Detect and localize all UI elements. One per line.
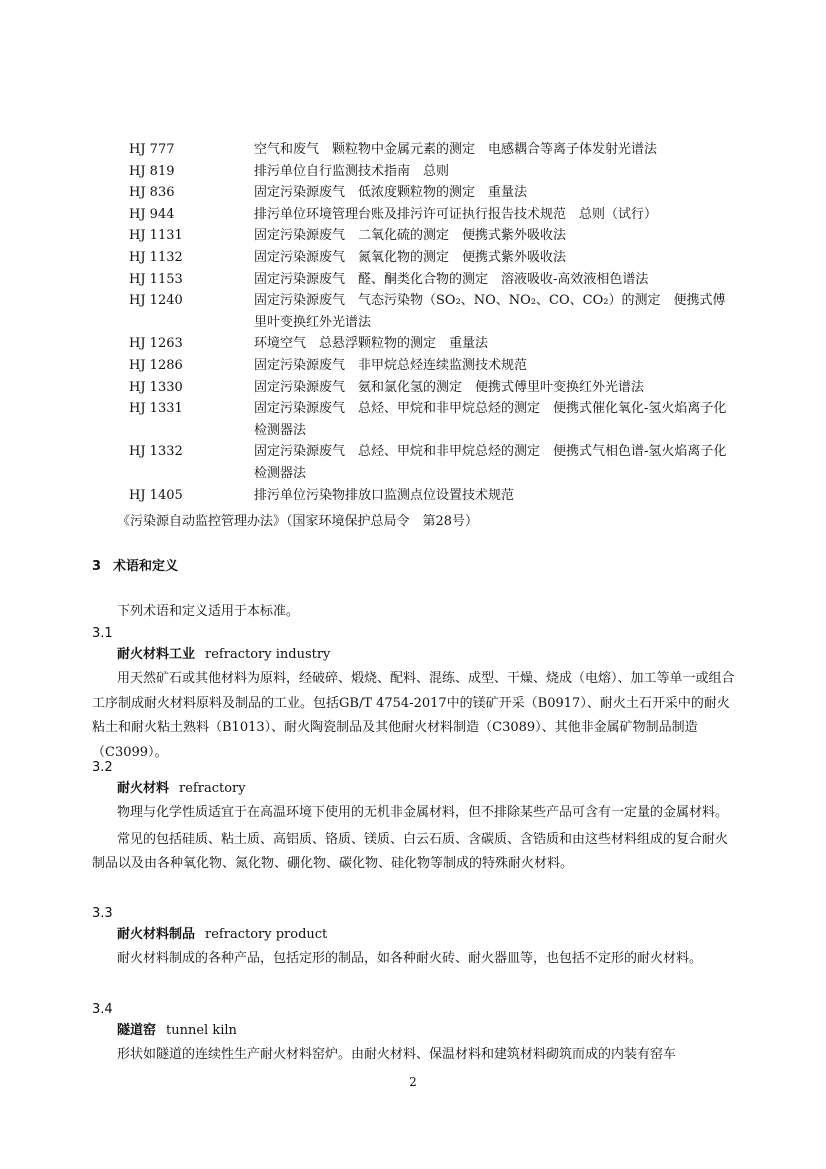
reference-title: 固定污染源废气 氮氧化物的测定 便携式紫外吸收法 <box>254 249 567 265</box>
reference-row <box>0 204 826 226</box>
reference-title: 空气和废气 颗粒物中金属元素的测定 电感耦合等离子体发射光谱法 <box>254 142 658 157</box>
term-definition: 耐火材料制成的各种产品，包括定形的制品，如各种耐火砖、耐火器皿等，也包括不定形的耐火材料。 <box>117 951 703 966</box>
reference-row <box>0 182 826 204</box>
reference-title: 固定污染源废气 低浓度颗粒物的测定 重量法 <box>254 185 528 201</box>
reference-row <box>0 225 826 247</box>
term-definition: 形状如隧道的连续性生产耐火材料窑炉。由耐火材料、保温材料和建筑材料砌筑而成的内装有窑车 <box>117 1047 677 1062</box>
regulation-reference: 《污染源自动监控管理办法》（国家环境保护总局令 第28号） <box>117 514 479 529</box>
term-entry <box>92 904 740 972</box>
reference-title: 固定污染源废气 气态污染物（SO₂、NO、NO₂、CO、CO₂）的测定 便携式傅里叶变换红外光谱法 <box>254 293 726 330</box>
term-english: refractory product <box>205 927 328 942</box>
reference-code: HJ 1240 <box>129 293 183 309</box>
reference-title: 排污单位污染物排放口监测点位设置技术规范 <box>254 487 515 503</box>
reference-title: 固定污染源废气 二氧化硫的测定 便携式紫外吸收法 <box>254 228 567 244</box>
reference-title: 固定污染源废气 醛、酮类化合物的测定 溶液吸收-高效液相色谱法 <box>254 271 649 287</box>
term-heading <box>117 924 740 945</box>
reference-code: HJ 819 <box>129 163 175 179</box>
term-chinese: 耐火材料工业 <box>117 647 196 662</box>
reference-title: 固定污染源废气 总烃、甲烷和非甲烷总烃的测定 便携式气相色谱-氢火焰离子化检测器法 <box>254 444 727 481</box>
reference-code: HJ 777 <box>129 142 175 157</box>
term-heading <box>117 644 740 665</box>
reference-row <box>0 398 826 441</box>
reference-code: HJ 1153 <box>129 271 183 287</box>
reference-row <box>0 290 826 333</box>
reference-code: HJ 1330 <box>129 379 183 395</box>
section-heading <box>92 555 178 574</box>
term-english: tunnel kiln <box>166 1023 237 1038</box>
page-number: 2 <box>409 1075 417 1089</box>
reference-row <box>0 247 826 269</box>
reference-title: 排污单位自行监测技术指南 总则 <box>254 163 450 179</box>
reference-title: 环境空气 总悬浮颗粒物的测定 重量法 <box>254 336 489 352</box>
reference-row <box>0 139 826 161</box>
section-title: 术语和定义 <box>113 559 179 574</box>
term-chinese: 耐火材料 <box>117 781 170 796</box>
term-heading <box>117 778 740 799</box>
reference-title: 固定污染源废气 总烃、甲烷和非甲烷总烃的测定 便携式催化氧化-氢火焰离子化检测器法 <box>254 401 727 438</box>
normative-references-list <box>0 139 826 506</box>
reference-code: HJ 1263 <box>129 336 183 352</box>
reference-code: HJ 836 <box>129 185 175 201</box>
section-intro: 下列术语和定义适用于本标准。 <box>117 604 300 619</box>
reference-code: HJ 1405 <box>129 487 183 503</box>
reference-row <box>0 441 826 484</box>
term-chinese: 隧道窑 <box>117 1023 157 1038</box>
term-english: refractory <box>179 781 246 796</box>
reference-code: HJ 944 <box>129 206 175 222</box>
term-definition: 用天然矿石或其他材料为原料，经破碎、煅烧、配料、混练、成型、干燥、烧成（电熔）、加工等单一或组合工序制成耐火材料原料及制品的工业。包括GB/T 4754-2017中的镁矿开采（B0917）、耐火土石开采中的耐火粘土和耐火粘土熟料（B1013）、耐火陶瓷制品及其他耐火材料制造（C3089）、其他非金属矿物制品制造（C3099）。 <box>92 671 735 760</box>
term-definition: 常见的包括硅质、粘土质、高铝质、铬质、镁质、白云石质、含碳质、含锆质和由这些材料组成的复合耐火制品以及由各种氧化物、氮化物、硼化物、碳化物、硅化物等制成的特殊耐火材料。 <box>92 831 729 871</box>
reference-code: HJ 1132 <box>129 249 183 265</box>
reference-code: HJ 1331 <box>129 401 183 417</box>
reference-row <box>0 377 826 399</box>
reference-title: 固定污染源废气 非甲烷总烃连续监测技术规范 <box>254 357 528 373</box>
reference-code: HJ 1332 <box>129 444 183 460</box>
reference-row <box>0 161 826 183</box>
reference-row <box>0 269 826 291</box>
reference-row <box>0 333 826 355</box>
reference-code: HJ 1286 <box>129 357 183 373</box>
section-number: 3 <box>92 559 102 574</box>
term-definition: 物理与化学性质适宜于在高温环境下使用的无机非金属材料，但不排除某些产品可含有一定量的金属材料。 <box>117 805 729 820</box>
reference-title: 固定污染源废气 氨和氯化氢的测定 便携式傅里叶变换红外光谱法 <box>254 379 645 395</box>
term-heading <box>117 1020 740 1041</box>
term-entry <box>92 758 740 877</box>
term-entry <box>92 624 740 765</box>
term-english: refractory industry <box>205 647 331 662</box>
term-number: 3.3 <box>92 906 113 921</box>
reference-row <box>0 355 826 377</box>
reference-title: 排污单位环境管理台账及排污许可证执行报告技术规范 总则（试行） <box>254 206 658 222</box>
term-number: 3.4 <box>92 1002 113 1017</box>
term-number: 3.2 <box>92 760 113 775</box>
term-chinese: 耐火材料制品 <box>117 927 196 942</box>
reference-row <box>0 485 826 507</box>
term-number: 3.1 <box>92 626 113 641</box>
term-entry <box>92 1000 740 1068</box>
reference-code: HJ 1131 <box>129 228 183 244</box>
